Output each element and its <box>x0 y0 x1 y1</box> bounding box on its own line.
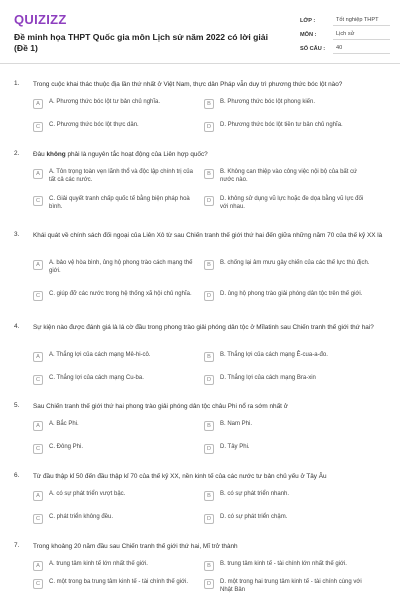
option-letter-badge: D <box>204 122 214 132</box>
option-text: A. Tôn trọng toàn vẹn lãnh thổ và độc lập chính trị của tất cả các nước. <box>49 169 193 183</box>
option-text: B. Thắng lợi của cách mạng Ê-cua-a-đo. <box>220 352 328 358</box>
option-text: B. Phương thức bóc lột phong kiến. <box>220 99 316 105</box>
worksheet-header <box>0 0 400 62</box>
option-letter-badge: A <box>33 99 43 109</box>
option-text: D. một trong hai trung tâm kinh tế - tài chính cùng với Nhật Bản <box>220 579 362 593</box>
option-b[interactable] <box>204 490 374 506</box>
option-text: A. Phương thức bóc lột tư bản chủ nghĩa. <box>49 99 161 105</box>
option-text: C. phát triển không đều. <box>49 514 114 520</box>
question-text: Khái quát về chính sách đối ngoại của Liên Xô từ sau Chiến tranh thế giới thứ hai đến giữa những năm 70 của thế kỷ XX là <box>33 232 383 239</box>
meta-row-count <box>300 42 390 56</box>
meta-row-subject <box>300 28 390 42</box>
option-letter-badge: C <box>33 122 43 132</box>
option-b[interactable] <box>204 351 374 367</box>
option-letter-badge: C <box>33 196 43 206</box>
option-b[interactable] <box>204 560 374 576</box>
option-letter-badge: A <box>33 260 43 270</box>
option-text: A. bảo vệ hòa bình, ủng hộ phong trào cách mạng thế giới. <box>49 260 193 274</box>
meta-label: SỐ CÂU : <box>300 46 326 52</box>
option-letter-badge: B <box>204 169 214 179</box>
question-text: Sau Chiến tranh thế giới thứ hai phong trào giải phóng dân tộc châu Phi nổ ra sớm nhất ở <box>33 403 288 410</box>
option-b[interactable] <box>204 420 374 436</box>
worksheet-title: Đề minh họa THPT Quốc gia môn Lịch sử năm 2022 có lời giải (Đề 1) <box>14 32 268 53</box>
header-divider <box>0 63 400 64</box>
option-letter-badge: B <box>204 260 214 270</box>
option-c[interactable] <box>33 578 203 594</box>
option-a[interactable] <box>33 560 203 576</box>
option-letter-badge: B <box>204 491 214 501</box>
option-d[interactable] <box>204 374 374 390</box>
option-a[interactable] <box>33 259 203 275</box>
question-text: Trong cuộc khai thác thuộc địa lần thứ nhất ở Việt Nam, thực dân Pháp vẫn duy trì phương thức bóc lột nào? <box>33 81 343 88</box>
question-number: 2. <box>14 150 20 157</box>
option-c[interactable] <box>33 121 203 137</box>
option-letter-badge: C <box>33 375 43 385</box>
option-text: D. Phương thức bóc lột tiền tư bản chủ nghĩa. <box>220 122 343 128</box>
option-text: A. Thắng lợi của cách mạng Mê-hi-cô. <box>49 352 151 358</box>
quizizz-logo: QUIZIZZ <box>14 12 67 27</box>
option-text: A. Bắc Phi. <box>49 421 79 427</box>
option-a[interactable] <box>33 420 203 436</box>
option-a[interactable] <box>33 168 203 184</box>
option-a[interactable] <box>33 98 203 114</box>
option-d[interactable] <box>204 513 374 529</box>
question-number: 7. <box>14 542 20 549</box>
option-b[interactable] <box>204 168 374 184</box>
meta-value: Lịch sử <box>333 30 390 40</box>
question-number: 3. <box>14 231 20 238</box>
option-letter-badge: C <box>33 444 43 454</box>
option-letter-badge: B <box>204 421 214 431</box>
option-letter-badge: D <box>204 514 214 524</box>
option-d[interactable] <box>204 121 374 137</box>
option-letter-badge: D <box>204 291 214 301</box>
question-number: 6. <box>14 472 20 479</box>
question-number: 4. <box>14 323 20 330</box>
option-text: B. trung tâm kinh tế - tài chính lớn nhất thế giới. <box>220 561 347 567</box>
option-letter-badge: A <box>33 561 43 571</box>
option-letter-badge: C <box>33 291 43 301</box>
question-text: Từ đầu thập kỉ 50 đến đầu thập kỉ 70 của thế kỷ XX, nền kinh tế của các nước tư bản chủ yếu ở Tây Âu <box>33 473 327 480</box>
option-text: B. có sự phát triển nhanh. <box>220 491 290 497</box>
question-text: Trong khoảng 20 năm đầu sau Chiến tranh thế giới thứ hai, Mĩ trở thành <box>33 543 238 550</box>
option-letter-badge: B <box>204 99 214 109</box>
option-c[interactable] <box>33 290 203 306</box>
option-text: D. không sử dụng vũ lực hoặc đe dọa bằng vũ lực đối với nhau. <box>220 196 364 210</box>
option-text: B. Nam Phi. <box>220 421 253 427</box>
option-b[interactable] <box>204 259 374 275</box>
option-text: C. Phương thức bóc lột thực dân. <box>49 122 139 128</box>
option-text: C. Thắng lợi của cách mạng Cu-ba. <box>49 375 144 381</box>
option-text: D. Tây Phi. <box>220 444 250 450</box>
option-d[interactable] <box>204 195 374 211</box>
option-text: C. Giải quyết tranh chấp quốc tế bằng biện pháp hoà bình. <box>49 196 190 210</box>
option-letter-badge: D <box>204 196 214 206</box>
meta-label: LỚP : <box>300 18 316 24</box>
option-c[interactable] <box>33 195 203 211</box>
option-d[interactable] <box>204 443 374 459</box>
option-text: D. ủng hộ phong trào giải phóng dân tộc trên thế giới. <box>220 291 363 297</box>
option-c[interactable] <box>33 443 203 459</box>
option-letter-badge: D <box>204 579 214 589</box>
option-c[interactable] <box>33 374 203 390</box>
option-text: B. Không can thiệp vào công việc nội bộ của bất cứ nước nào. <box>220 169 358 183</box>
worksheet-meta <box>300 14 390 56</box>
meta-row-class <box>300 14 390 28</box>
option-text: C. một trong ba trung tâm kinh tế - tài chính thế giới. <box>49 579 189 585</box>
option-letter-badge: D <box>204 375 214 385</box>
option-text: A. có sự phát triển vượt bậc. <box>49 491 126 497</box>
option-letter-badge: A <box>33 491 43 501</box>
option-text: C. giúp đỡ các nước trong hệ thống xã hội chủ nghĩa. <box>49 291 192 297</box>
option-d[interactable] <box>204 578 374 594</box>
option-letter-badge: B <box>204 561 214 571</box>
option-letter-badge: B <box>204 352 214 362</box>
option-a[interactable] <box>33 351 203 367</box>
meta-value: Tốt nghiệp THPT <box>333 16 390 26</box>
option-text: B. chống lại âm mưu gây chiến của các thế lực thù địch. <box>220 260 370 266</box>
option-b[interactable] <box>204 98 374 114</box>
option-a[interactable] <box>33 490 203 506</box>
option-text: C. Đông Phi. <box>49 444 84 450</box>
option-letter-badge: A <box>33 421 43 431</box>
option-letter-badge: C <box>33 514 43 524</box>
question-text: Sự kiện nào được đánh giá là lá cờ đầu trong phong trào giải phóng dân tộc ở Mĩlatinh sau Chiến tranh thế giới thứ hai? <box>33 324 374 331</box>
meta-label: MÔN : <box>300 32 317 38</box>
question-number: 5. <box>14 402 20 409</box>
option-text: A. trung tâm kinh tế lớn nhất thế giới. <box>49 561 148 567</box>
option-c[interactable] <box>33 513 203 529</box>
option-letter-badge: A <box>33 169 43 179</box>
question-number: 1. <box>14 80 20 87</box>
option-text: D. Thắng lợi của cách mạng Bra-xin <box>220 375 316 381</box>
meta-value: 40 <box>333 44 390 54</box>
question-text: Đâu không phải là nguyên tắc hoạt động của Liên hợp quốc? <box>33 151 208 158</box>
option-letter-badge: C <box>33 579 43 589</box>
option-letter-badge: D <box>204 444 214 454</box>
option-d[interactable] <box>204 290 374 306</box>
option-text: D. có sự phát triển chậm. <box>220 514 288 520</box>
option-letter-badge: A <box>33 352 43 362</box>
